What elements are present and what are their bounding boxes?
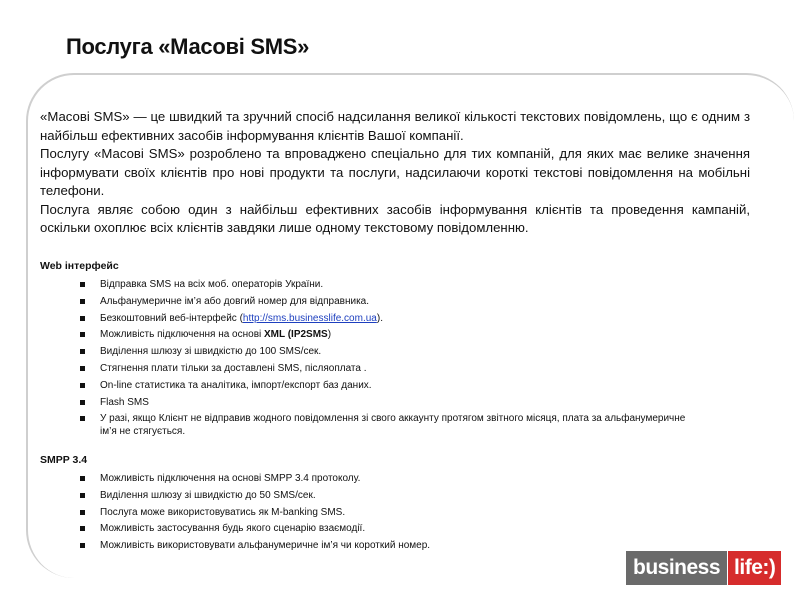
intro-paragraph: Послугу «Масові SMS» розроблено та впроваджено спеціально для тих компаній, для яких має велике значення інформувати своїх клієнтів про нові продукти та послуги, надсилаючи короткі текстові повідомлення на мобільні телефони.	[40, 146, 750, 198]
list-item: On-line статистика та аналітика, імпорт/експорт баз даних.	[40, 379, 700, 392]
list-item: Можливість підключення на основі XML (IP2SMS)	[40, 328, 700, 341]
xml-protocol-label: XML (IP2SMS	[264, 329, 328, 341]
list-item: Альфанумеричне ім’я або довгий номер для відправника.	[40, 295, 700, 308]
list-item: Послуга може використовуватись як M-banking SMS.	[40, 506, 700, 519]
bullet-icon	[80, 526, 85, 531]
list-item: Flash SMS	[40, 396, 700, 409]
intro-paragraph: «Масові SMS» — це швидкий та зручний спосіб надсилання великої кількості текстових повідомлень, що є одним з найбільш ефективних засобів інформування клієнтів Вашої компанії.	[40, 109, 750, 143]
list-item: У разі, якщо Клієнт не відправив жодного повідомлення зі свого аккаунту протягом звітного місяця, плата за альфанумеричне ім’я не стягується.	[40, 412, 700, 438]
bullet-icon	[80, 400, 85, 405]
list-item: Можливість використовувати альфанумеричне ім’я чи короткий номер.	[40, 539, 700, 552]
bullet-icon	[80, 366, 85, 371]
logo-life-text: life:)	[728, 551, 781, 585]
bullet-icon	[80, 282, 85, 287]
content-area	[40, 108, 750, 552]
bullet-icon	[80, 349, 85, 354]
list-item: Стягнення плати тільки за доставлені SMS, післяоплата .	[40, 362, 700, 375]
intro-paragraph: Послуга являє собою один з найбільш ефективних засобів інформування клієнтів та проведення кампаній, оскільки охоплює всіх клієнтів завдяки лише одному текстовому повідомленню.	[40, 201, 750, 235]
bullet-icon	[80, 316, 85, 321]
bullet-icon	[80, 416, 85, 421]
bullet-icon	[80, 476, 85, 481]
list-item: Виділення шлюзу зі швидкістю до 100 SMS/сек.	[40, 345, 700, 358]
logo-business-text: business	[626, 551, 727, 585]
web-interface-section	[40, 260, 700, 442]
list-item: Можливість застосування будь якого сценарію взаємодії.	[40, 522, 700, 535]
bullet-icon	[80, 543, 85, 548]
bullet-icon	[80, 510, 85, 515]
bullet-icon	[80, 299, 85, 304]
smpp-section	[40, 454, 700, 556]
business-life-logo	[626, 551, 782, 585]
list-item: Можливість підключення на основі SMPP 3.4 протоколу.	[40, 472, 700, 485]
bullet-icon	[80, 383, 85, 388]
bullet-icon	[80, 493, 85, 498]
intro-text	[40, 108, 750, 238]
list-item: Виділення шлюзу зі швидкістю до 50 SMS/сек.	[40, 489, 700, 502]
smpp-features-list	[40, 472, 700, 552]
section-title-smpp: SMPP 3.4	[40, 454, 88, 466]
list-item: Відправка SMS на всіх моб. операторів України.	[40, 278, 700, 291]
list-item: Безкоштовний веб-інтерфейс (http://sms.businesslife.com.ua).	[40, 312, 700, 325]
bullet-icon	[80, 332, 85, 337]
page-title: Послуга «Масові SMS»	[66, 34, 310, 59]
section-title-web: Web інтерфейс	[40, 260, 119, 272]
web-interface-link[interactable]: http://sms.businesslife.com.ua	[242, 312, 377, 324]
web-features-list	[40, 278, 700, 438]
